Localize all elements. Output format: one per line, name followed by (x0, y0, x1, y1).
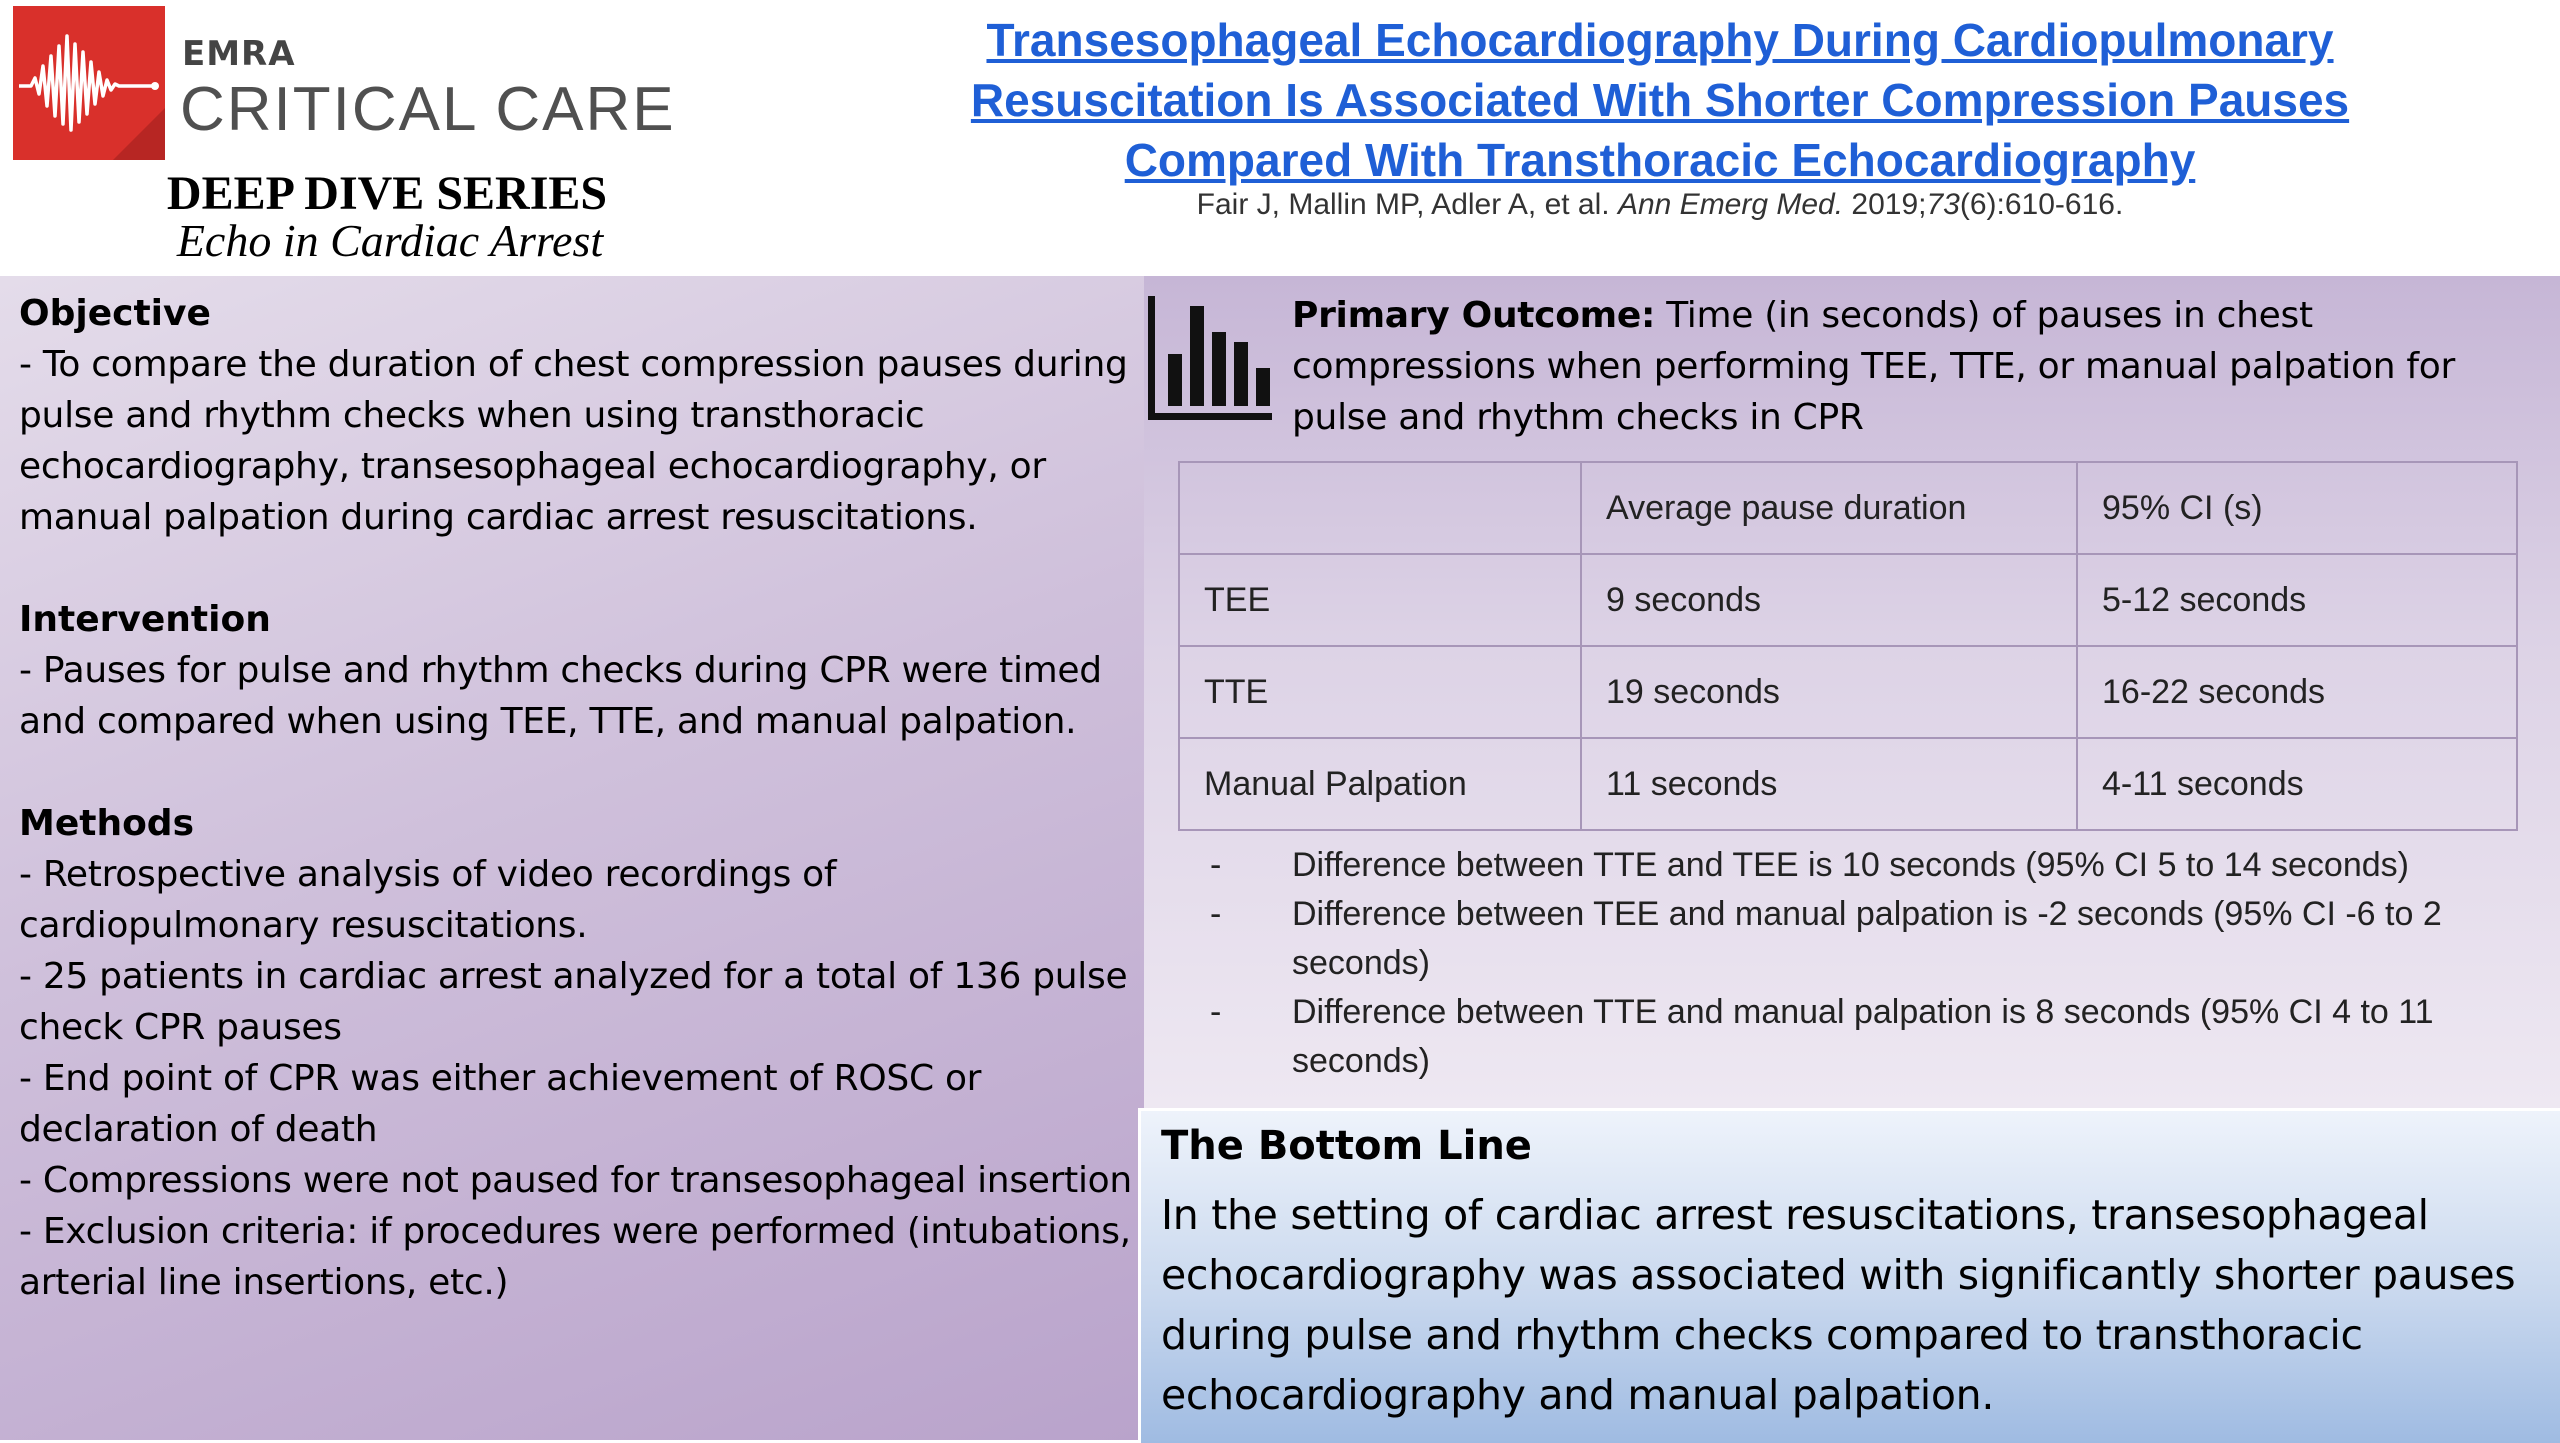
table-cell: 5-12 seconds (2077, 554, 2517, 646)
list-dash: - (1210, 895, 1222, 933)
table-header-cell (1179, 462, 1581, 554)
objective-text: - To compare the duration of chest compression pauses during pulse and rhythm checks when using transthoracic echocardiography, transesophageal echocardiography, or manual palpation during cardiac arrest resuscitations. (19, 344, 1128, 538)
brand-org: EMRA (182, 34, 296, 74)
list-item (1190, 988, 2520, 1086)
intervention-text: - Pauses for pulse and rhythm checks during CPR were timed and compared when using TEE, TTE, and manual palpation. (19, 650, 1102, 742)
table-header-cell: Average pause duration (1581, 462, 2077, 554)
table-cell: 16-22 seconds (2077, 646, 2517, 738)
primary-outcome-label: Primary Outcome: (1292, 295, 1656, 336)
table-cell: 11 seconds (1581, 738, 2077, 830)
methods-item: - Retrospective analysis of video recordings of cardiopulmonary resuscitations. (19, 854, 837, 946)
bottom-line-box (1138, 1108, 2560, 1443)
table-cell: 19 seconds (1581, 646, 2077, 738)
citation (880, 188, 2440, 222)
paper-title-link[interactable]: Transesophageal Echocardiography During Cardiopulmonary Resuscitation Is Associated With Shorter Compression Pauses Compared With Transthoracic Echocardiography (970, 14, 2350, 186)
table-cell: TTE (1179, 646, 1581, 738)
table-cell: 4-11 seconds (2077, 738, 2517, 830)
primary-outcome-text: Time (in seconds) of pauses in chest compressions when performing TEE, TTE, or manual palpation for pulse and rhythm checks in CPR (1292, 295, 2455, 438)
objective-heading: Objective (19, 293, 211, 334)
left-panel (0, 276, 1144, 1440)
series-subtitle: Echo in Cardiac Arrest (176, 215, 604, 266)
citation-journal: Ann Emerg Med. (1617, 188, 1844, 221)
citation-volume: 73 (1926, 188, 1960, 221)
series-title: DEEP DIVE SERIES (166, 167, 608, 220)
table-row (1179, 646, 2517, 738)
citation-year: 2019; (1851, 188, 1927, 221)
methods-heading: Methods (19, 803, 195, 844)
difference-text: Difference between TTE and manual palpation is 8 seconds (95% CI 4 to 11 seconds) (1292, 993, 2434, 1080)
difference-text: Difference between TEE and manual palpation is -2 seconds (95% CI -6 to 2 seconds) (1292, 895, 2442, 982)
table-header-row (1179, 462, 2517, 554)
table-cell: 9 seconds (1581, 554, 2077, 646)
table-row (1179, 554, 2517, 646)
difference-text: Difference between TTE and TEE is 10 seconds (95% CI 5 to 14 seconds) (1292, 846, 2409, 884)
brand-name: CRITICAL CARE (180, 75, 676, 144)
header (0, 0, 2560, 276)
bar-chart-icon (1148, 296, 1272, 424)
methods-item: - Exclusion criteria: if procedures were performed (intubations, arterial line insertions, etc.) (19, 1211, 1131, 1303)
table-cell: Manual Palpation (1179, 738, 1581, 830)
methods-item: - Compressions were not paused for transesophageal insertion (19, 1160, 1132, 1201)
methods-item: - 25 patients in cardiac arrest analyzed for a total of 136 pulse check CPR pauses (19, 956, 1128, 1048)
list-dash: - (1210, 846, 1222, 884)
bottom-line-heading: The Bottom Line (1161, 1123, 1532, 1169)
study-summary (19, 288, 1134, 1308)
list-item (1190, 841, 2520, 890)
intervention-heading: Intervention (19, 599, 271, 640)
differences-list (1190, 841, 2520, 1086)
ecg-waveform-icon (13, 6, 165, 160)
table-header-cell: 95% CI (s) (2077, 462, 2517, 554)
primary-outcome (1292, 290, 2542, 443)
results-table (1178, 461, 2518, 831)
citation-authors: Fair J, Mallin MP, Adler A, et al. (1196, 188, 1610, 221)
citation-pages: (6):610-616. (1959, 188, 2124, 221)
methods-item: - End point of CPR was either achievement of ROSC or declaration of death (19, 1058, 982, 1150)
bottom-line-text: In the setting of cardiac arrest resuscitations, transesophageal echocardiography was associated with significantly shorter pauses during pulse and rhythm checks compared to transthoracic echocardiography and manual palpation. (1161, 1191, 2516, 1419)
list-dash: - (1210, 993, 1222, 1031)
list-item (1190, 890, 2520, 988)
table-cell: TEE (1179, 554, 1581, 646)
table-row (1179, 738, 2517, 830)
